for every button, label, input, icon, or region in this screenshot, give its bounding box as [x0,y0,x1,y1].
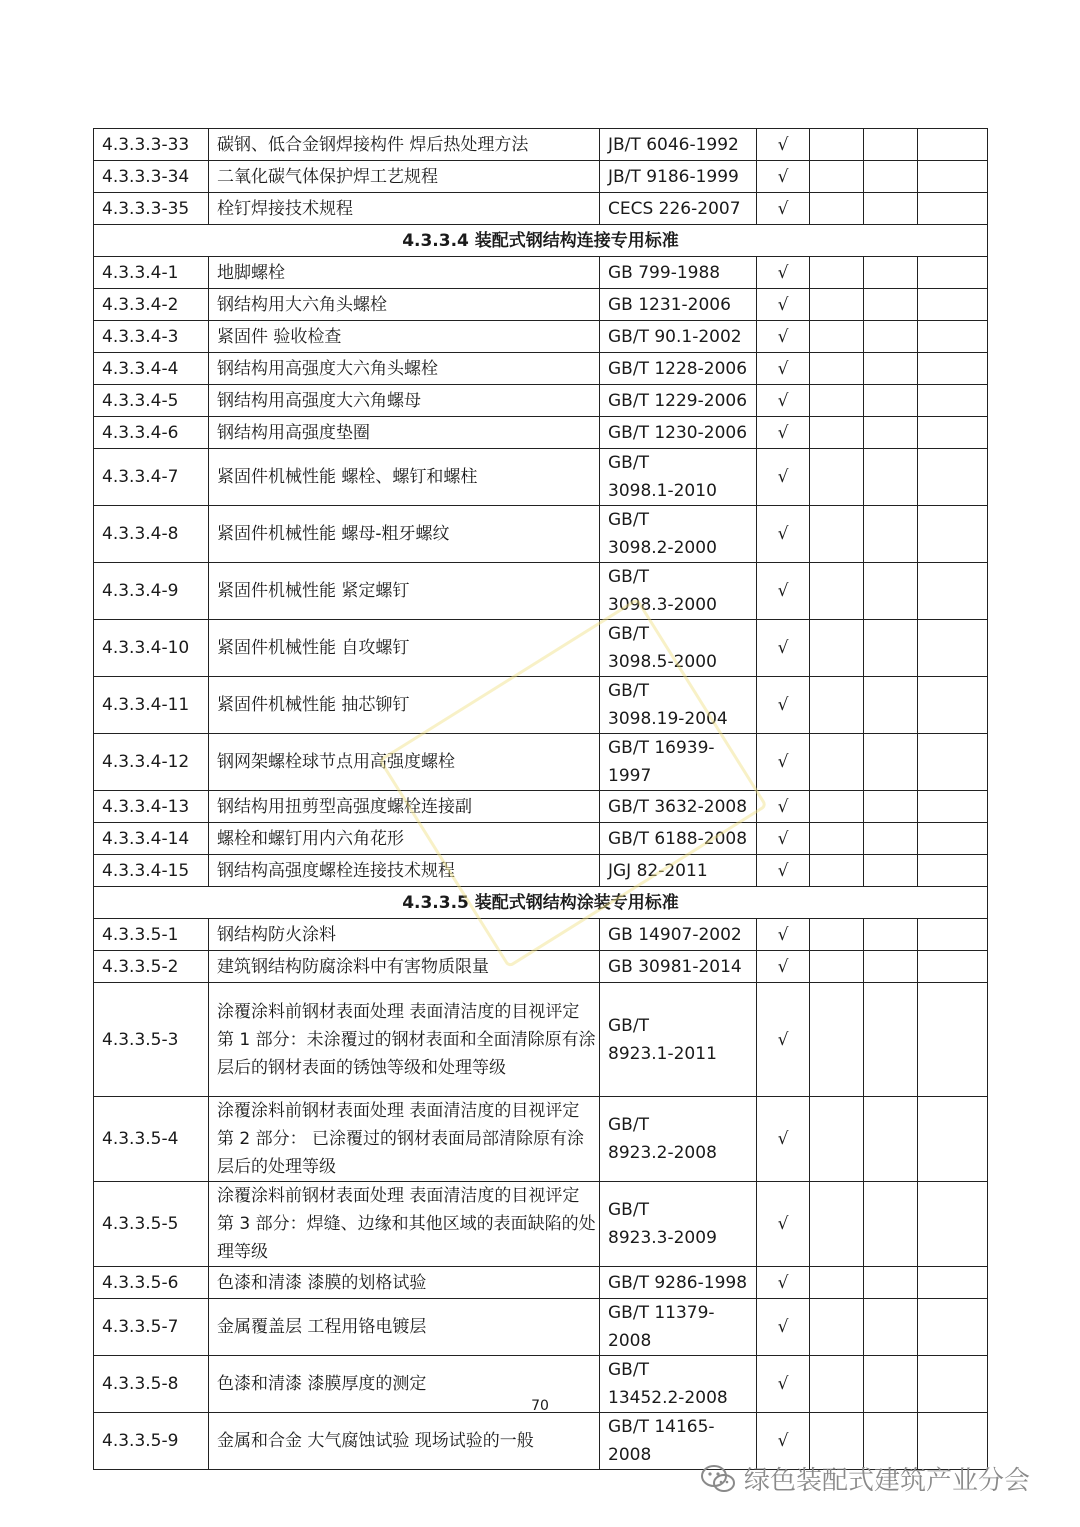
standard-name: 钢结构用高强度大六角螺母 [209,385,600,417]
standard-name: 钢结构用高强度大六角头螺栓 [209,353,600,385]
check-mark: √ [757,823,810,855]
standard-name: 紧固件机械性能 自攻螺钉 [209,620,600,677]
empty-cell [864,506,918,563]
empty-cell [918,823,988,855]
empty-cell [810,289,864,321]
table-row [94,855,988,887]
standard-number: 4.3.3.5-8 [94,1356,209,1413]
check-mark: √ [757,129,810,161]
empty-cell [864,353,918,385]
empty-cell [810,417,864,449]
empty-cell [864,919,918,951]
empty-cell [810,353,864,385]
standard-name: 碳钢、低合金钢焊接构件 焊后热处理方法 [209,129,600,161]
empty-cell [918,1299,988,1356]
standard-code: GB/T 16939-1997 [600,734,757,791]
standard-code: GB/T 9286-1998 [600,1267,757,1299]
table-row [94,951,988,983]
standard-name: 钢结构高强度螺栓连接技术规程 [209,855,600,887]
standard-name: 二氧化碳气体保护焊工艺规程 [209,161,600,193]
check-mark: √ [757,1413,810,1470]
empty-cell [864,321,918,353]
check-mark: √ [757,983,810,1097]
page-number: 70 [531,1398,549,1414]
table-row [94,1182,988,1267]
table-row [94,563,988,620]
table-row [94,417,988,449]
standard-number: 4.3.3.4-3 [94,321,209,353]
empty-cell [864,449,918,506]
standard-name: 涂覆涂料前钢材表面处理 表面清洁度的目视评定 第 1 部分：未涂覆过的钢材表面和全面清除原有涂层后的钢材表面的锈蚀等级和处理等级 [209,983,600,1097]
table-row [94,677,988,734]
standard-code: CECS 226-2007 [600,193,757,225]
check-mark: √ [757,1182,810,1267]
empty-cell [810,385,864,417]
table-row [94,620,988,677]
table-row [94,1267,988,1299]
empty-cell [918,734,988,791]
table-row [94,289,988,321]
table-row [94,161,988,193]
standard-name: 色漆和清漆 漆膜的划格试验 [209,1267,600,1299]
wechat-watermark [700,1460,1030,1497]
empty-cell [918,677,988,734]
table-row [94,506,988,563]
standard-name: 紧固件 验收检查 [209,321,600,353]
empty-cell [864,1182,918,1267]
standard-number: 4.3.3.4-4 [94,353,209,385]
standard-name: 色漆和清漆 漆膜厚度的测定 [209,1356,600,1413]
standard-code: JGJ 82-2011 [600,855,757,887]
empty-cell [864,620,918,677]
empty-cell [864,385,918,417]
standard-name: 紧固件机械性能 抽芯铆钉 [209,677,600,734]
empty-cell [864,823,918,855]
check-mark: √ [757,321,810,353]
check-mark: √ [757,353,810,385]
empty-cell [864,1267,918,1299]
standards-table [93,128,988,1470]
table-row [94,193,988,225]
table-row [94,257,988,289]
standard-code: GB/T 3098.1-2010 [600,449,757,506]
empty-cell [864,563,918,620]
empty-cell [810,1267,864,1299]
standard-code: GB/T 3098.19-2004 [600,677,757,734]
check-mark: √ [757,951,810,983]
standard-code: GB/T 1229-2006 [600,385,757,417]
empty-cell [918,129,988,161]
check-mark: √ [757,791,810,823]
standard-code: GB/T 8923.1-2011 [600,983,757,1097]
empty-cell [918,385,988,417]
check-mark: √ [757,506,810,563]
standard-code: GB/T 3098.3-2000 [600,563,757,620]
standard-number: 4.3.3.4-1 [94,257,209,289]
check-mark: √ [757,193,810,225]
standard-number: 4.3.3.4-12 [94,734,209,791]
standard-code: GB/T 3098.5-2000 [600,620,757,677]
table-row [94,734,988,791]
standard-number: 4.3.3.4-14 [94,823,209,855]
standard-name: 钢网架螺栓球节点用高强度螺栓 [209,734,600,791]
empty-cell [918,257,988,289]
empty-cell [810,449,864,506]
standard-number: 4.3.3.4-10 [94,620,209,677]
check-mark: √ [757,161,810,193]
empty-cell [918,289,988,321]
standard-name: 栓钉焊接技术规程 [209,193,600,225]
empty-cell [864,983,918,1097]
table-row [94,983,988,1097]
standard-number: 4.3.3.3-35 [94,193,209,225]
check-mark: √ [757,257,810,289]
standard-number: 4.3.3.5-6 [94,1267,209,1299]
empty-cell [918,791,988,823]
empty-cell [864,193,918,225]
standard-number: 4.3.3.5-4 [94,1097,209,1182]
section-title: 4.3.3.5 装配式钢结构涂装专用标准 [94,887,988,919]
standard-name: 钢结构用扭剪型高强度螺栓连接副 [209,791,600,823]
standard-number: 4.3.3.4-13 [94,791,209,823]
standard-code: GB/T 14165-2008 [600,1413,757,1470]
standard-name: 建筑钢结构防腐涂料中有害物质限量 [209,951,600,983]
empty-cell [864,257,918,289]
empty-cell [918,449,988,506]
empty-cell [810,734,864,791]
standard-number: 4.3.3.3-34 [94,161,209,193]
standard-name: 钢结构防火涂料 [209,919,600,951]
check-mark: √ [757,855,810,887]
standard-code: GB 14907-2002 [600,919,757,951]
empty-cell [810,257,864,289]
standard-name: 地脚螺栓 [209,257,600,289]
empty-cell [918,353,988,385]
check-mark: √ [757,289,810,321]
standard-code: GB/T 1230-2006 [600,417,757,449]
empty-cell [810,823,864,855]
empty-cell [810,1182,864,1267]
standard-code: GB 1231-2006 [600,289,757,321]
watermark-text: 绿色装配式建筑产业分会 [744,1466,1031,1496]
empty-cell [810,161,864,193]
check-mark: √ [757,563,810,620]
empty-cell [864,677,918,734]
empty-cell [918,919,988,951]
standard-code: GB 799-1988 [600,257,757,289]
empty-cell [864,1097,918,1182]
table-row [94,1097,988,1182]
empty-cell [810,321,864,353]
table-row [94,823,988,855]
standard-number: 4.3.3.4-5 [94,385,209,417]
check-mark: √ [757,734,810,791]
standard-code: GB 30981-2014 [600,951,757,983]
table-row [94,385,988,417]
standard-number: 4.3.3.4-11 [94,677,209,734]
standard-name: 钢结构用大六角头螺栓 [209,289,600,321]
empty-cell [864,1299,918,1356]
empty-cell [810,563,864,620]
standard-code: GB/T 90.1-2002 [600,321,757,353]
empty-cell [918,193,988,225]
check-mark: √ [757,385,810,417]
empty-cell [918,951,988,983]
standard-number: 4.3.3.5-2 [94,951,209,983]
empty-cell [810,1097,864,1182]
table-row [94,919,988,951]
check-mark: √ [757,1299,810,1356]
table-row [94,129,988,161]
empty-cell [864,734,918,791]
empty-cell [810,983,864,1097]
empty-cell [810,620,864,677]
empty-cell [918,417,988,449]
standard-name: 螺栓和螺钉用内六角花形 [209,823,600,855]
empty-cell [864,289,918,321]
standard-number: 4.3.3.5-3 [94,983,209,1097]
table-row [94,791,988,823]
empty-cell [810,193,864,225]
empty-cell [918,563,988,620]
empty-cell [864,417,918,449]
standard-number: 4.3.3.4-8 [94,506,209,563]
standard-name: 金属覆盖层 工程用铬电镀层 [209,1299,600,1356]
table-row [94,321,988,353]
standard-number: 4.3.3.4-6 [94,417,209,449]
standard-code: GB/T 8923.3-2009 [600,1182,757,1267]
standard-number: 4.3.3.3-33 [94,129,209,161]
standard-code: JB/T 9186-1999 [600,161,757,193]
section-header-row [94,225,988,257]
empty-cell [810,951,864,983]
empty-cell [864,129,918,161]
check-mark: √ [757,620,810,677]
standard-name: 涂覆涂料前钢材表面处理 表面清洁度的目视评定 第 2 部分： 已涂覆过的钢材表面局部清除原有涂层后的处理等级 [209,1097,600,1182]
empty-cell [810,677,864,734]
table-row [94,449,988,506]
empty-cell [810,919,864,951]
empty-cell [918,161,988,193]
check-mark: √ [757,417,810,449]
empty-cell [864,161,918,193]
empty-cell [810,791,864,823]
standard-code: GB/T 8923.2-2008 [600,1097,757,1182]
check-mark: √ [757,1356,810,1413]
empty-cell [918,855,988,887]
standard-name: 紧固件机械性能 螺栓、螺钉和螺柱 [209,449,600,506]
section-title: 4.3.3.4 装配式钢结构连接专用标准 [94,225,988,257]
standard-code: GB/T 3098.2-2000 [600,506,757,563]
standard-name: 金属和合金 大气腐蚀试验 现场试验的一般 [209,1413,600,1470]
standard-number: 4.3.3.5-5 [94,1182,209,1267]
empty-cell [864,791,918,823]
standard-number: 4.3.3.4-9 [94,563,209,620]
standard-number: 4.3.3.5-7 [94,1299,209,1356]
standard-code: GB/T 13452.2-2008 [600,1356,757,1413]
standard-code: GB/T 6188-2008 [600,823,757,855]
standard-name: 钢结构用高强度垫圈 [209,417,600,449]
empty-cell [918,506,988,563]
check-mark: √ [757,919,810,951]
empty-cell [810,1299,864,1356]
empty-cell [810,506,864,563]
empty-cell [918,983,988,1097]
standard-name: 紧固件机械性能 紧定螺钉 [209,563,600,620]
empty-cell [864,951,918,983]
standard-number: 4.3.3.5-9 [94,1413,209,1470]
empty-cell [810,855,864,887]
check-mark: √ [757,677,810,734]
standard-number: 4.3.3.5-1 [94,919,209,951]
empty-cell [918,620,988,677]
standard-number: 4.3.3.4-15 [94,855,209,887]
standard-code: GB/T 3632-2008 [600,791,757,823]
standard-number: 4.3.3.4-7 [94,449,209,506]
wechat-icon [700,1464,736,1494]
check-mark: √ [757,449,810,506]
standard-code: JB/T 6046-1992 [600,129,757,161]
empty-cell [918,1182,988,1267]
table-row [94,353,988,385]
empty-cell [918,1097,988,1182]
empty-cell [810,129,864,161]
standard-code: GB/T 1228-2006 [600,353,757,385]
standard-name: 紧固件机械性能 螺母-粗牙螺纹 [209,506,600,563]
check-mark: √ [757,1267,810,1299]
standard-name: 涂覆涂料前钢材表面处理 表面清洁度的目视评定 第 3 部分：焊缝、边缘和其他区域的表面缺陷的处理等级 [209,1182,600,1267]
check-mark: √ [757,1097,810,1182]
empty-cell [918,321,988,353]
empty-cell [864,855,918,887]
standard-code: GB/T 11379-2008 [600,1299,757,1356]
table-row [94,1299,988,1356]
section-header-row [94,887,988,919]
empty-cell [918,1267,988,1299]
standard-number: 4.3.3.4-2 [94,289,209,321]
